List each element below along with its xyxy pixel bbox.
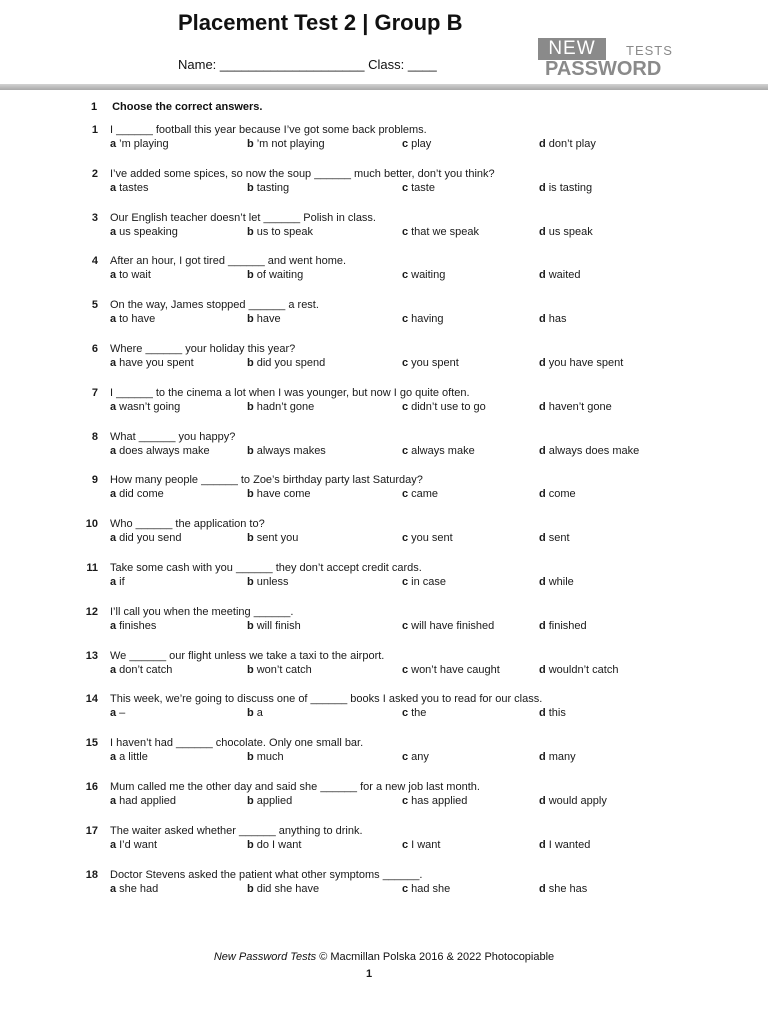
option-letter: d — [539, 138, 546, 150]
question-number: 16 — [85, 781, 98, 793]
question-stem: After an hour, I got tired ______ and went home. — [110, 255, 347, 268]
option-letter: b — [247, 663, 254, 676]
question-number: 8 — [91, 430, 98, 443]
option-text: of waiting — [256, 269, 304, 282]
option-b — [247, 839, 301, 851]
question-number: 1 — [91, 124, 98, 136]
option-letter: d — [539, 882, 546, 895]
option-a — [110, 576, 125, 588]
option-text: always makes — [256, 444, 326, 457]
option-letter: c — [402, 181, 409, 194]
option-text: won’t have caught — [411, 663, 500, 676]
option-d — [539, 751, 576, 763]
option-text: in case — [411, 576, 446, 588]
option-a — [110, 795, 176, 807]
option-text: I wanted — [548, 838, 591, 851]
question-stem: On the way, James stopped ______ a rest. — [110, 299, 319, 312]
option-letter: d — [539, 444, 546, 457]
option-letter: d — [539, 795, 546, 807]
option-a — [110, 357, 194, 369]
question-stem: This week, we’re going to discuss one of ______ books I asked you to read for our class. — [110, 693, 543, 706]
option-letter: c — [402, 400, 409, 413]
option-c — [402, 269, 445, 281]
option-letter: b — [247, 795, 254, 807]
option-d — [539, 620, 587, 632]
question-stem: The waiter asked whether ______ anything to drink. — [110, 824, 363, 837]
option-letter: c — [402, 138, 409, 150]
option-b — [247, 532, 298, 544]
option-letter: d — [539, 181, 546, 194]
option-b — [247, 795, 292, 807]
option-text: you spent — [411, 357, 459, 369]
section-instruction: Choose the correct answers. — [112, 101, 263, 113]
option-a — [110, 226, 178, 238]
question-stem: Take some cash with you ______ they don’t accept credit cards. — [110, 562, 422, 574]
option-a — [110, 269, 151, 281]
option-c — [402, 401, 486, 413]
option-c — [402, 313, 444, 325]
question-item — [0, 825, 768, 859]
option-c — [402, 795, 467, 807]
option-text: ’m not playing — [256, 138, 325, 150]
option-text: wouldn’t catch — [548, 663, 619, 676]
option-text: any — [411, 751, 429, 764]
option-text: wasn’t going — [119, 400, 181, 413]
option-text: play — [411, 138, 432, 150]
question-stem: How many people ______ to Zoe’s birthday party last Saturday? — [110, 474, 423, 487]
option-b — [247, 707, 263, 719]
option-letter: b — [247, 444, 254, 457]
option-letter: d — [539, 838, 546, 851]
option-letter: a — [110, 400, 117, 413]
question-stem: I’ll call you when the meeting ______. — [110, 605, 294, 618]
option-text: did she have — [256, 882, 320, 895]
question-number: 12 — [85, 605, 98, 618]
question-number: 11 — [86, 562, 98, 574]
question-item — [0, 606, 768, 640]
question-stem: Who ______ the application to? — [110, 518, 265, 531]
option-text: don’t catch — [119, 663, 173, 676]
question-number: 17 — [85, 824, 98, 837]
option-text: taste — [411, 181, 435, 194]
option-c — [402, 839, 440, 851]
option-b — [247, 576, 289, 588]
option-letter: a — [110, 181, 117, 194]
option-letter: a — [110, 138, 117, 150]
option-text: had she — [411, 882, 451, 895]
question-item — [0, 518, 768, 552]
name-class-line: Name: ____________________ Class: ____ — [178, 57, 437, 72]
question-number: 9 — [91, 474, 98, 487]
logo-password-text: PASSWORD — [545, 58, 662, 80]
option-a — [110, 839, 157, 851]
option-c — [402, 576, 446, 588]
option-a — [110, 313, 155, 325]
option-b — [247, 269, 303, 281]
option-letter: c — [402, 619, 409, 632]
option-letter: c — [402, 269, 409, 282]
question-item — [0, 387, 768, 421]
page-number: 1 — [365, 968, 373, 980]
option-c — [402, 751, 429, 763]
option-text: sent — [548, 532, 570, 545]
option-letter: b — [247, 707, 254, 720]
question-stem: We ______ our flight unless we take a taxi to the airport. — [110, 649, 385, 662]
option-letter: d — [539, 532, 546, 545]
option-text: that we speak — [411, 225, 479, 238]
footer-series-name: New Password Tests — [213, 951, 317, 963]
option-letter: a — [110, 663, 117, 676]
question-item — [0, 299, 768, 333]
option-b — [247, 182, 289, 194]
option-letter: c — [402, 663, 409, 676]
option-text: much — [256, 751, 284, 764]
option-letter: b — [247, 269, 254, 282]
question-item — [0, 781, 768, 815]
option-text: you have spent — [548, 357, 624, 369]
option-text: to have — [119, 313, 156, 326]
option-letter: d — [539, 357, 546, 369]
question-item — [0, 650, 768, 684]
question-item — [0, 869, 768, 903]
option-text: have you spent — [119, 357, 194, 369]
option-text: I’d want — [119, 838, 158, 851]
new-password-tests-logo — [538, 38, 678, 82]
option-letter: a — [110, 444, 117, 457]
option-letter: b — [247, 751, 254, 764]
option-c — [402, 182, 435, 194]
option-text: does always make — [119, 444, 210, 457]
option-b — [247, 445, 326, 457]
option-b — [247, 313, 281, 325]
option-letter: a — [110, 313, 117, 326]
question-item — [0, 124, 768, 158]
option-letter: c — [402, 488, 409, 501]
section-number: 1 — [91, 101, 98, 113]
option-letter: d — [539, 751, 546, 764]
option-letter: b — [247, 576, 254, 588]
option-d — [539, 839, 590, 851]
logo-new-box: NEW — [538, 38, 606, 60]
option-letter: b — [247, 138, 254, 150]
option-a — [110, 445, 210, 457]
option-letter: b — [247, 400, 254, 413]
option-text: you sent — [411, 532, 453, 545]
option-text: would apply — [548, 795, 607, 807]
option-d — [539, 138, 596, 150]
option-letter: c — [402, 576, 409, 588]
option-d — [539, 226, 593, 238]
option-letter: b — [247, 882, 254, 895]
option-b — [247, 664, 312, 676]
option-text: a — [256, 707, 263, 720]
option-d — [539, 488, 576, 500]
option-letter: d — [539, 488, 546, 501]
option-text: didn’t use to go — [411, 400, 486, 413]
option-text: come — [548, 488, 576, 501]
option-text: us to speak — [256, 225, 313, 238]
question-item — [0, 474, 768, 508]
option-letter: a — [110, 225, 117, 238]
option-text: did come — [119, 488, 164, 501]
option-text: applied — [256, 795, 293, 807]
option-d — [539, 664, 618, 676]
option-text: has applied — [411, 795, 468, 807]
option-letter: b — [247, 225, 254, 238]
option-text: the — [411, 707, 427, 720]
option-text: waited — [548, 269, 581, 282]
option-letter: a — [110, 488, 117, 501]
question-item — [0, 562, 768, 596]
question-stem: I ______ to the cinema a lot when I was younger, but now I go quite often. — [110, 386, 470, 399]
option-text: finishes — [119, 619, 157, 632]
option-letter: c — [402, 882, 409, 895]
option-letter: c — [402, 707, 409, 720]
option-letter: d — [539, 707, 546, 720]
option-c — [402, 445, 475, 457]
option-c — [402, 488, 438, 500]
option-text: unless — [256, 576, 289, 588]
option-b — [247, 751, 284, 763]
question-stem: Our English teacher doesn’t let ______ Polish in class. — [110, 211, 376, 224]
page-footer — [0, 951, 768, 963]
option-letter: b — [247, 357, 254, 369]
option-d — [539, 269, 581, 281]
option-text: having — [411, 313, 444, 326]
option-c — [402, 664, 500, 676]
option-letter: b — [247, 181, 254, 194]
option-letter: c — [402, 444, 409, 457]
option-letter: b — [247, 619, 254, 632]
option-letter: c — [402, 532, 409, 545]
option-text: have come — [256, 488, 311, 501]
option-letter: d — [539, 663, 546, 676]
option-letter: b — [247, 313, 254, 326]
option-text: will finish — [256, 619, 301, 632]
question-stem: I ______ football this year because I’ve got some back problems. — [110, 124, 427, 136]
question-number: 13 — [85, 649, 98, 662]
question-item — [0, 693, 768, 727]
option-letter: a — [110, 882, 117, 895]
option-text: hadn’t gone — [256, 400, 315, 413]
question-item — [0, 431, 768, 465]
option-c — [402, 532, 453, 544]
option-d — [539, 401, 612, 413]
option-text: won’t catch — [256, 663, 312, 676]
question-stem: I haven’t had ______ chocolate. Only one small bar. — [110, 737, 364, 750]
option-letter: a — [110, 532, 117, 545]
option-text: tasting — [256, 181, 290, 194]
option-b — [247, 357, 325, 369]
option-d — [539, 707, 566, 719]
option-text: tastes — [119, 181, 149, 194]
option-letter: a — [110, 357, 117, 369]
option-text: if — [119, 576, 125, 588]
question-number: 2 — [91, 167, 98, 180]
option-text: do I want — [256, 838, 302, 851]
option-text: many — [548, 751, 576, 764]
option-b — [247, 488, 311, 500]
option-b — [247, 620, 301, 632]
option-text: while — [548, 576, 574, 588]
option-text: did you send — [119, 532, 182, 545]
option-text: haven’t gone — [548, 400, 612, 413]
question-number: 18 — [85, 868, 98, 881]
option-letter: a — [110, 576, 117, 588]
option-letter: d — [539, 269, 546, 282]
option-d — [539, 313, 566, 325]
option-letter: c — [402, 225, 409, 238]
option-a — [110, 883, 158, 895]
option-letter: d — [539, 225, 546, 238]
option-c — [402, 883, 450, 895]
option-text: always make — [411, 444, 475, 457]
option-text: sent you — [256, 532, 299, 545]
page-title: Placement Test 2 | Group B — [178, 10, 463, 35]
option-letter: c — [402, 313, 409, 326]
option-d — [539, 795, 607, 807]
section-heading — [91, 101, 262, 113]
option-letter: c — [402, 838, 409, 851]
question-item — [0, 212, 768, 246]
option-a — [110, 707, 125, 719]
option-a — [110, 751, 148, 763]
option-a — [110, 182, 148, 194]
option-text: waiting — [411, 269, 446, 282]
option-c — [402, 357, 459, 369]
question-item — [0, 255, 768, 289]
option-letter: a — [110, 619, 117, 632]
option-text: us speak — [548, 225, 593, 238]
option-text: did you spend — [256, 357, 326, 369]
option-b — [247, 883, 319, 895]
logo-tests-text: TESTS — [626, 43, 673, 58]
question-number: 7 — [91, 386, 98, 399]
question-item — [0, 168, 768, 202]
option-letter: c — [402, 357, 409, 369]
question-number: 10 — [85, 518, 98, 531]
option-letter: b — [247, 838, 254, 851]
option-letter: a — [110, 795, 117, 807]
option-letter: d — [539, 576, 546, 588]
option-letter: d — [539, 400, 546, 413]
option-text: will have finished — [411, 619, 495, 632]
option-text: she has — [548, 882, 588, 895]
option-a — [110, 138, 169, 150]
question-number: 3 — [91, 211, 98, 224]
option-d — [539, 357, 623, 369]
option-d — [539, 445, 639, 457]
option-a — [110, 532, 182, 544]
question-number: 5 — [91, 299, 98, 312]
option-c — [402, 620, 494, 632]
question-stem: Where ______ your holiday this year? — [110, 343, 296, 355]
option-text: have — [256, 313, 281, 326]
option-text: don’t play — [548, 138, 596, 150]
option-a — [110, 401, 180, 413]
option-d — [539, 576, 574, 588]
option-a — [110, 620, 156, 632]
option-letter: b — [247, 532, 254, 545]
option-text: ’m playing — [119, 138, 169, 150]
option-a — [110, 488, 164, 500]
option-d — [539, 532, 570, 544]
option-text: us speaking — [119, 225, 178, 238]
question-number: 6 — [91, 343, 98, 355]
question-stem: I’ve added some spices, so now the soup ______ much better, don’t you think? — [110, 167, 495, 180]
option-letter: c — [402, 751, 409, 764]
option-letter: c — [402, 795, 409, 807]
option-text: has — [548, 313, 567, 326]
question-number: 4 — [91, 255, 98, 268]
footer-copyright: © Macmillan Polska 2016 & 2022 Photocopiable — [316, 951, 555, 963]
option-c — [402, 226, 479, 238]
question-stem: Doctor Stevens asked the patient what other symptoms ______. — [110, 868, 423, 881]
option-letter: a — [110, 838, 117, 851]
option-text: is tasting — [548, 181, 593, 194]
header-divider — [0, 84, 768, 90]
option-b — [247, 226, 313, 238]
option-b — [247, 138, 325, 150]
option-letter: a — [110, 269, 117, 282]
option-text: to wait — [119, 269, 151, 282]
option-text: – — [119, 707, 126, 720]
option-b — [247, 401, 314, 413]
option-text: always does make — [548, 444, 640, 457]
question-number: 14 — [85, 693, 98, 706]
option-text: I want — [411, 838, 441, 851]
option-text: had applied — [119, 795, 177, 807]
option-d — [539, 883, 587, 895]
option-letter: d — [539, 313, 546, 326]
option-text: she had — [119, 882, 159, 895]
question-stem: What ______ you happy? — [110, 430, 236, 443]
question-item — [0, 343, 768, 377]
option-text: finished — [548, 619, 587, 632]
question-number: 15 — [85, 737, 98, 750]
option-text: a little — [119, 751, 148, 764]
option-letter: a — [110, 751, 117, 764]
option-letter: d — [539, 619, 546, 632]
option-c — [402, 138, 431, 150]
option-a — [110, 664, 172, 676]
question-item — [0, 737, 768, 771]
option-d — [539, 182, 592, 194]
option-letter: a — [110, 707, 117, 720]
option-text: this — [548, 707, 566, 720]
option-c — [402, 707, 426, 719]
option-letter: b — [247, 488, 254, 501]
question-stem: Mum called me the other day and said she ______ for a new job last month. — [110, 781, 480, 793]
option-text: came — [411, 488, 439, 501]
